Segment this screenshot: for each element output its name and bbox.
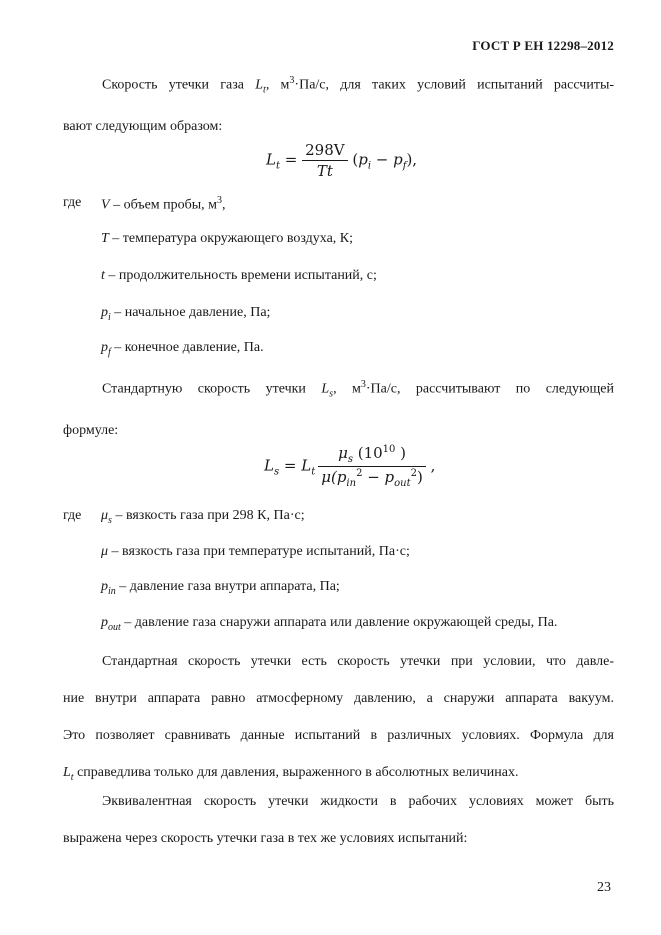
def-text: – начальное давление, Па;: [110, 305, 271, 320]
text-span: ·Па/с, рассчитывают по следующей: [365, 381, 614, 397]
numerator-exponent: 10: [382, 444, 396, 455]
formula-leak-rate: [266, 141, 417, 180]
unit-text: , м: [265, 77, 290, 93]
formula-tail: ,: [425, 456, 436, 475]
definition-pi: [101, 305, 270, 323]
numerator-power: (10: [352, 444, 383, 462]
definition-V: [101, 195, 226, 214]
formula-pf-sub: f: [402, 160, 407, 172]
def-symbol: T: [101, 231, 109, 246]
formula-minus: −: [371, 150, 394, 169]
text-span: справедлива только для давления, выраженного в абсолютных величинах.: [73, 765, 519, 780]
def-text: – объем пробы, м: [109, 197, 218, 213]
text-span: ·Па/с, для таких условий испытаний рассчиты-: [294, 77, 615, 93]
formula-fraction: [318, 444, 426, 489]
def-symbol: t: [101, 268, 105, 283]
def-text: – вязкость газа при температуре испытаний, Па·с;: [108, 544, 410, 559]
def-symbol: p: [101, 305, 108, 320]
def-text: – давление газа внутри аппарата, Па;: [115, 579, 340, 594]
paragraph-line: Это позволяет сравнивать данные испытаний в различных условиях. Формула для: [63, 728, 614, 743]
unit-superscript: 3: [360, 379, 366, 390]
paragraph-line: выражена через скорость утечки газа в тех же условиях испытаний:: [63, 831, 468, 846]
document-header: ГОСТ Р ЕН 12298–2012: [472, 38, 614, 53]
text-span: Стандартную скорость утечки: [102, 381, 322, 397]
definition-mu-s: [101, 508, 305, 526]
denominator-out-sub: out: [394, 478, 411, 489]
def-subscript: in: [108, 585, 116, 597]
def-symbol: p: [101, 340, 108, 355]
def-subscript: i: [108, 311, 111, 323]
def-symbol: μ: [101, 508, 109, 523]
def-text: – температура окружающего воздуха, К;: [108, 231, 354, 246]
definition-p-in: [101, 579, 340, 597]
denominator-minus: − p: [362, 468, 395, 486]
numerator-close: ): [395, 444, 407, 462]
paragraph-line: ние внутри аппарата равно атмосферному давлению, а снаружи аппарата вакуум.: [63, 691, 614, 706]
denominator-close: ): [417, 468, 423, 486]
fraction-denominator: [318, 467, 426, 489]
formula-lhs-sub: t: [275, 160, 280, 172]
where-label: где: [63, 195, 82, 210]
def-text: – давление газа снаружи аппарата или давление окружающей среды, Па.: [120, 615, 558, 630]
fraction-numerator: 298V: [302, 141, 347, 161]
denominator-in-sup: 2: [356, 468, 363, 479]
symbol-subscript: t: [70, 771, 74, 783]
def-text: – конечное давление, Па.: [110, 340, 264, 355]
paragraph-standard-explanation: [63, 643, 614, 796]
symbol-L: L: [63, 765, 71, 780]
formula-lhs: L: [266, 150, 276, 169]
formula-lhs: L: [264, 456, 274, 475]
formula-pi-sub: i: [367, 160, 372, 172]
formula-equals: =: [280, 150, 303, 169]
def-symbol: p: [101, 579, 108, 594]
unit-superscript: 3: [289, 75, 295, 86]
formula-equals: =: [279, 456, 302, 475]
paragraph-line: вают следующим образом:: [63, 119, 223, 135]
definition-mu: [101, 544, 410, 560]
def-symbol: p: [101, 615, 108, 630]
numerator-mu: μ: [338, 444, 348, 462]
paragraph-leak-rate-intro: [63, 62, 614, 145]
paragraph-line: Стандартная скорость утечки есть скорость утечки при условии, что давле-: [102, 654, 614, 669]
symbol-subscript: t: [263, 84, 266, 96]
definition-p-out: [101, 615, 557, 633]
formula-pi: p: [358, 150, 368, 169]
def-tail: ,: [222, 197, 226, 213]
def-subscript: out: [108, 621, 121, 633]
paragraph-equivalent-rate: [63, 783, 614, 857]
formula-multiplier-sub: t: [311, 466, 316, 478]
symbol-subscript: s: [329, 388, 334, 400]
paragraph-line: Эквивалентная скорость утечки жидкости в рабочих условиях может быть: [102, 794, 614, 809]
paragraph-line: формуле:: [63, 423, 119, 439]
where-label: где: [63, 508, 82, 523]
formula-multiplier: L: [301, 456, 312, 475]
def-text: – продолжительность времени испытаний, с;: [104, 268, 377, 283]
formula-lhs-sub: s: [273, 466, 280, 478]
paragraph-line: [63, 62, 614, 108]
denominator-out-sup: 2: [410, 468, 418, 479]
formula-paren: (: [347, 150, 359, 169]
symbol-L: L: [321, 381, 330, 397]
denominator-in-sub: in: [346, 478, 357, 489]
symbol-L: L: [255, 77, 264, 93]
def-text: – вязкость газа при 298 К, Па·с;: [111, 508, 305, 523]
formula-pf: p: [393, 150, 403, 169]
numerator-mu-sub: s: [347, 454, 353, 465]
def-symbol: μ: [101, 544, 109, 559]
def-subscript: f: [108, 346, 111, 358]
denominator-mu: μ(p: [321, 468, 347, 486]
formula-paren-close: ),: [406, 150, 418, 169]
formula-standard-rate: [264, 444, 435, 489]
definition-T: [101, 231, 353, 247]
unit-text: , м: [333, 381, 361, 397]
paragraph-line: [63, 366, 614, 412]
definition-pf: [101, 340, 264, 358]
text-span: Скорость утечки газа: [102, 77, 256, 93]
paragraph-standard-rate: [63, 366, 614, 449]
def-superscript: 3: [217, 195, 223, 206]
fraction-denominator: Tt: [316, 162, 333, 180]
definition-t: [101, 268, 377, 284]
fraction-numerator: [318, 444, 426, 467]
formula-fraction: [302, 141, 347, 180]
page-number: 23: [597, 880, 611, 895]
def-symbol: V: [101, 197, 110, 213]
def-subscript: s: [108, 514, 112, 526]
